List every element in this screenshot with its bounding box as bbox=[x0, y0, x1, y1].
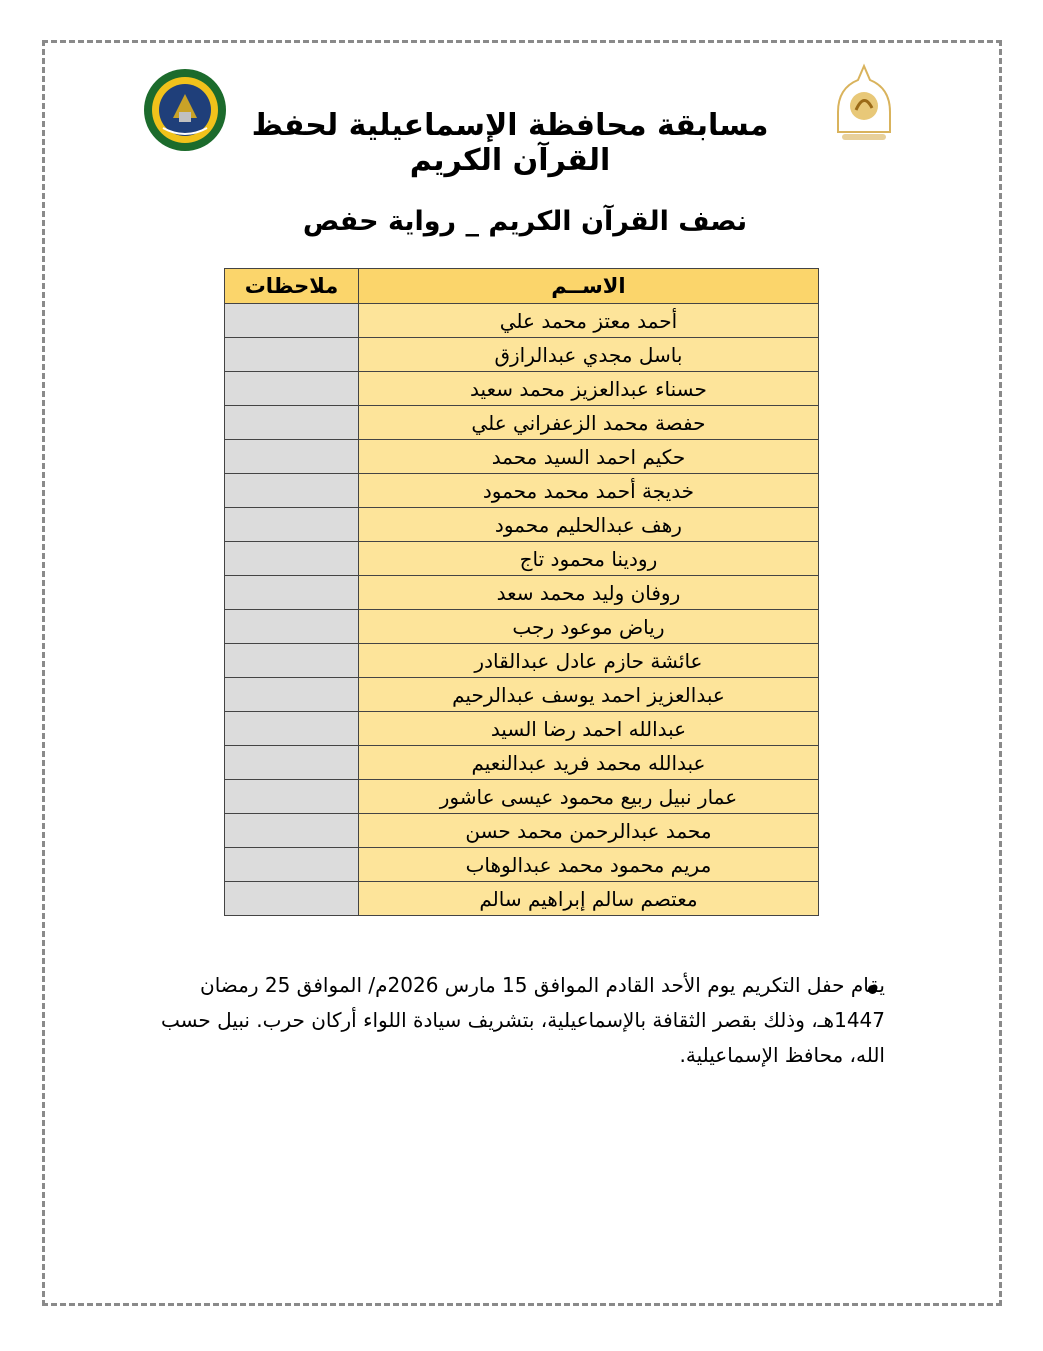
notes-cell bbox=[225, 508, 359, 542]
name-cell: عمار نبيل ربيع محمود عيسى عاشور bbox=[358, 780, 818, 814]
notes-cell bbox=[225, 406, 359, 440]
notes-cell bbox=[225, 474, 359, 508]
notes-cell bbox=[225, 678, 359, 712]
table-row bbox=[225, 576, 819, 610]
name-cell: عبدالعزيز احمد يوسف عبدالرحيم bbox=[358, 678, 818, 712]
table-row bbox=[225, 610, 819, 644]
name-cell: محمد عبدالرحمن محمد حسن bbox=[358, 814, 818, 848]
notes-cell bbox=[225, 338, 359, 372]
table-row bbox=[225, 338, 819, 372]
names-table bbox=[224, 268, 819, 916]
table-row bbox=[225, 304, 819, 338]
name-cell: عائشة حازم عادل عبدالقادر bbox=[358, 644, 818, 678]
table-row bbox=[225, 440, 819, 474]
name-cell: حكيم احمد السيد محمد bbox=[358, 440, 818, 474]
name-column-header: الاســم bbox=[358, 269, 818, 304]
name-cell: حسناء عبدالعزيز محمد سعيد bbox=[358, 372, 818, 406]
name-cell: خديجة أحمد محمد محمود bbox=[358, 474, 818, 508]
name-cell: رياض موعود رجب bbox=[358, 610, 818, 644]
notes-cell bbox=[225, 712, 359, 746]
table-row bbox=[225, 508, 819, 542]
notes-cell bbox=[225, 780, 359, 814]
ceremony-note: يقام حفل التكريم يوم الأحد القادم الموافق 15 مارس 2026م/ الموافق 25 رمضان 1447هـ، وذلك بقصر الثقافة بالإسماعيلية، بتشريف سيادة اللواء أركان حرب. نبيل حسب الله، محافظ الإسماعيلية. bbox=[160, 973, 885, 1067]
notes-cell bbox=[225, 372, 359, 406]
notes-cell bbox=[225, 746, 359, 780]
notes-cell bbox=[225, 542, 359, 576]
table-row bbox=[225, 848, 819, 882]
table-row bbox=[225, 712, 819, 746]
notes-column-header: ملاحظات bbox=[225, 269, 359, 304]
table-row bbox=[225, 474, 819, 508]
name-cell: باسل مجدي عبدالرازق bbox=[358, 338, 818, 372]
table-row bbox=[225, 814, 819, 848]
table-row bbox=[225, 542, 819, 576]
table-row bbox=[225, 746, 819, 780]
notes-cell bbox=[225, 882, 359, 916]
name-cell: عبدالله محمد فريد عبدالنعيم bbox=[358, 746, 818, 780]
table-row bbox=[225, 678, 819, 712]
table-row bbox=[225, 882, 819, 916]
table-row bbox=[225, 780, 819, 814]
name-cell: رودينا محمود تاج bbox=[358, 542, 818, 576]
name-cell: حفصة محمد الزعفراني علي bbox=[358, 406, 818, 440]
page-title: مسابقة محافظة الإسماعيلية لحفظ القرآن الكريم bbox=[251, 108, 769, 178]
name-cell: معتصم سالم إبراهيم سالم bbox=[358, 882, 818, 916]
notes-cell bbox=[225, 440, 359, 474]
name-cell: أحمد معتز محمد علي bbox=[358, 304, 818, 338]
name-cell: رهف عبدالحليم محمود bbox=[358, 508, 818, 542]
name-cell: عبدالله احمد رضا السيد bbox=[358, 712, 818, 746]
notes-cell bbox=[225, 848, 359, 882]
notes-cell bbox=[225, 644, 359, 678]
notes-cell bbox=[225, 814, 359, 848]
name-cell: مريم محمود محمد عبدالوهاب bbox=[358, 848, 818, 882]
competition-emblem-icon bbox=[826, 62, 902, 146]
notes-cell bbox=[225, 576, 359, 610]
table-row bbox=[225, 644, 819, 678]
table-header-row bbox=[225, 269, 819, 304]
notes-cell bbox=[225, 304, 359, 338]
table-row bbox=[225, 406, 819, 440]
table-row bbox=[225, 372, 819, 406]
notes-cell bbox=[225, 610, 359, 644]
name-cell: روفان وليد محمد سعد bbox=[358, 576, 818, 610]
page-subtitle: نصف القرآن الكريم _ رواية حفص bbox=[302, 206, 748, 237]
